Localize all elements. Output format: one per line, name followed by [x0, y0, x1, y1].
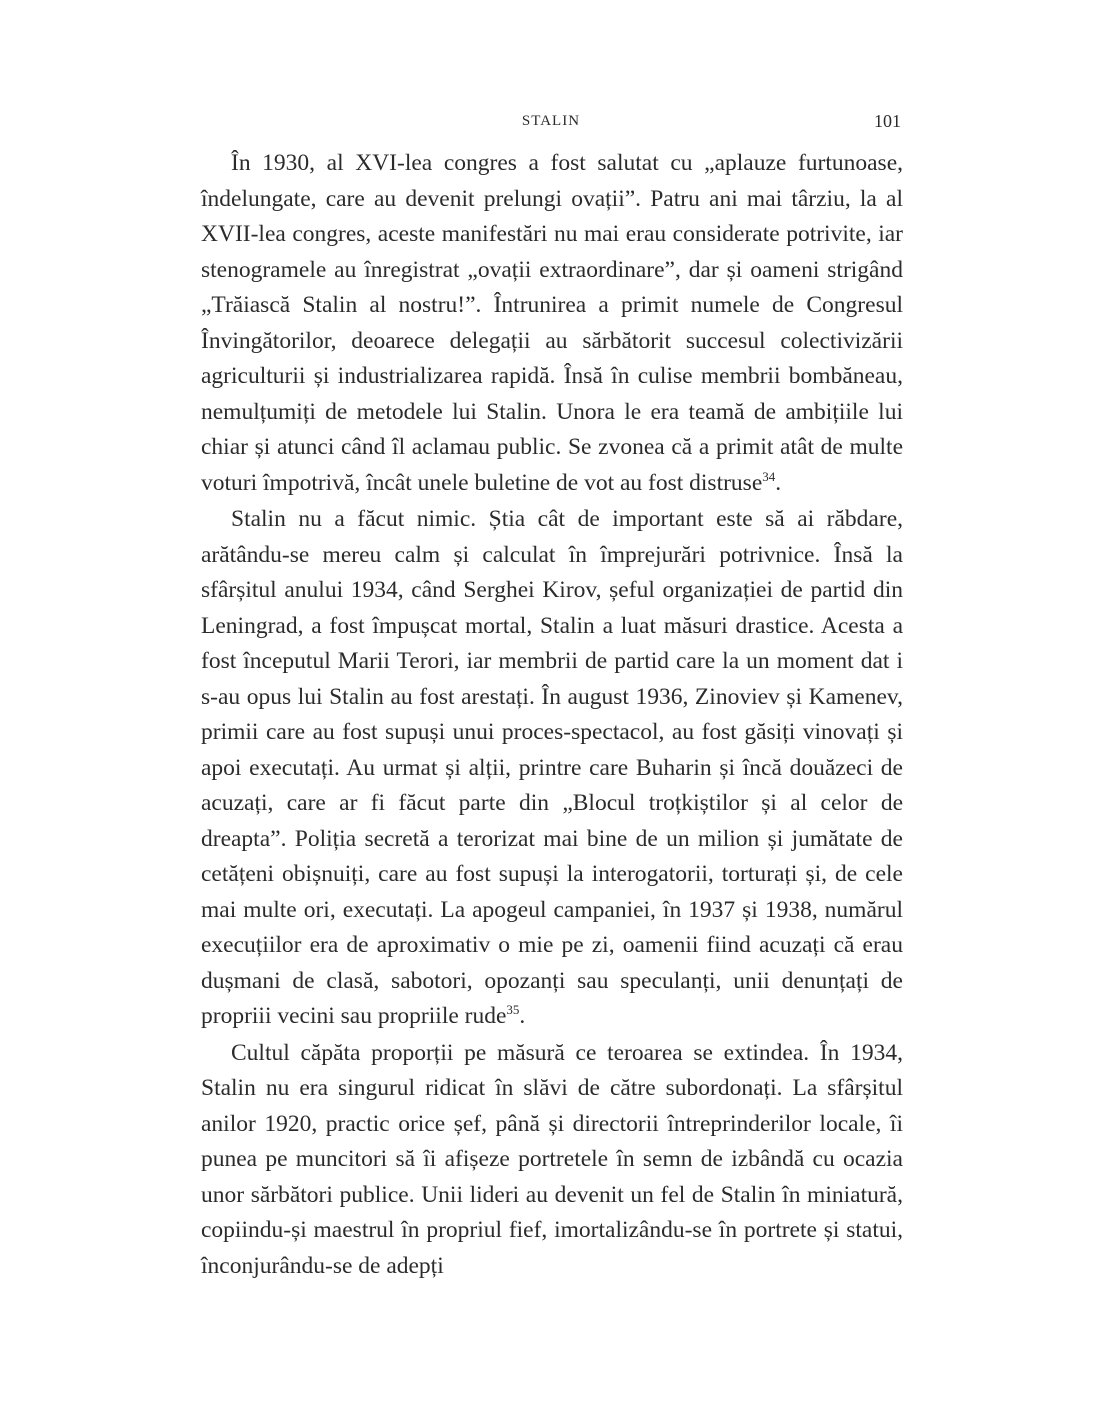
paragraph-end-punctuation: . [775, 469, 782, 496]
paragraph [201, 146, 903, 501]
body-text [201, 146, 903, 1284]
paragraph [201, 1036, 903, 1285]
running-header [201, 108, 901, 136]
paragraph-text: Cultul căpăta proporții pe măsură ce teroarea se extindea. În 1934, Stalin nu era singurul ridicat în slăvi de către subordonați. La sfârșitul anilor 1920, practic orice șef, până și directorii întreprinderilor locale, îi punea pe muncitori să îi afișeze portretele în semn de izbândă cu ocazia unor sărbători publice. Unii lideri au devenit un fel de Stalin în miniatură, copiindu-și maestrul în propriul fief, imortalizându-se în portrete și statui, înconjurându-se de adepți [201, 1039, 903, 1279]
page-number: 101 [874, 111, 901, 131]
paragraph-text: În 1930, al XVI-lea congres a fost salutat cu „aplauze furtunoase, îndelungate, care au devenit prelungi ovații”. Patru ani mai târziu, la al XVII-lea congres, aceste manifestări nu mai erau considerate potrivite, iar stenogramele au înregistrat „ovații extraordinare”, dar și oameni strigând „Trăiască Stalin al nostru!”. Întrunirea a primit numele de Congresul Învingătorilor, deoarece delegații au sărbătorit succesul colectivizării agriculturii și industrializarea rapidă. Însă în culise membrii bombăneau, nemulțumiți de metodele lui Stalin. Unora le era teamă de ambițiile lui chiar și atunci când îl aclamau public. Se zvonea că a primit atât de multe voturi împotrivă, încât unele buletine de vot au fost distruse [201, 150, 903, 496]
paragraph-end-punctuation: . [519, 1003, 526, 1029]
footnote-reference[interactable]: 35 [506, 1002, 520, 1017]
paragraph [201, 502, 903, 1035]
paragraph-text: Stalin nu a făcut nimic. Știa cât de important este să ai răbdare, arătându-se mereu calm și calculat în împrejurări potrivnice. Însă la sfârșitul anului 1934, când Serghei Kirov, șeful organizației de partid din Leningrad, a fost împușcat mortal, Stalin a luat măsuri drastice. Acesta a fost începutul Marii Terori, iar membrii de partid care la un moment dat i s-au opus lui Stalin au fost arestați. În august 1936, Zinoviev și Kamenev, primii care au fost supuși unui proces-spectacol, au fost găsiți vinovați și apoi executați. Au urmat și alții, printre care Buharin și încă douăzeci de acuzați, care ar fi făcut parte din „Blocul troțkiștilor și al celor de dreapta”. Poliția secretă a terorizat mai bine de un milion și jumătate de cetățeni obișnuiți, care au fost supuși la interogatorii, torturați și, de cele mai multe ori, executați. La apogeul campaniei, în 1937 și 1938, numărul execuțiilor era de aproximativ o mie pe zi, oamenii fiind acuzați că erau dușmani de clasă, sabotori, opozanți sau speculanți, unii denunțați de propriii vecini sau propriile rude [201, 506, 903, 1029]
running-title: STALIN [521, 113, 581, 129]
footnote-reference[interactable]: 34 [762, 468, 776, 484]
